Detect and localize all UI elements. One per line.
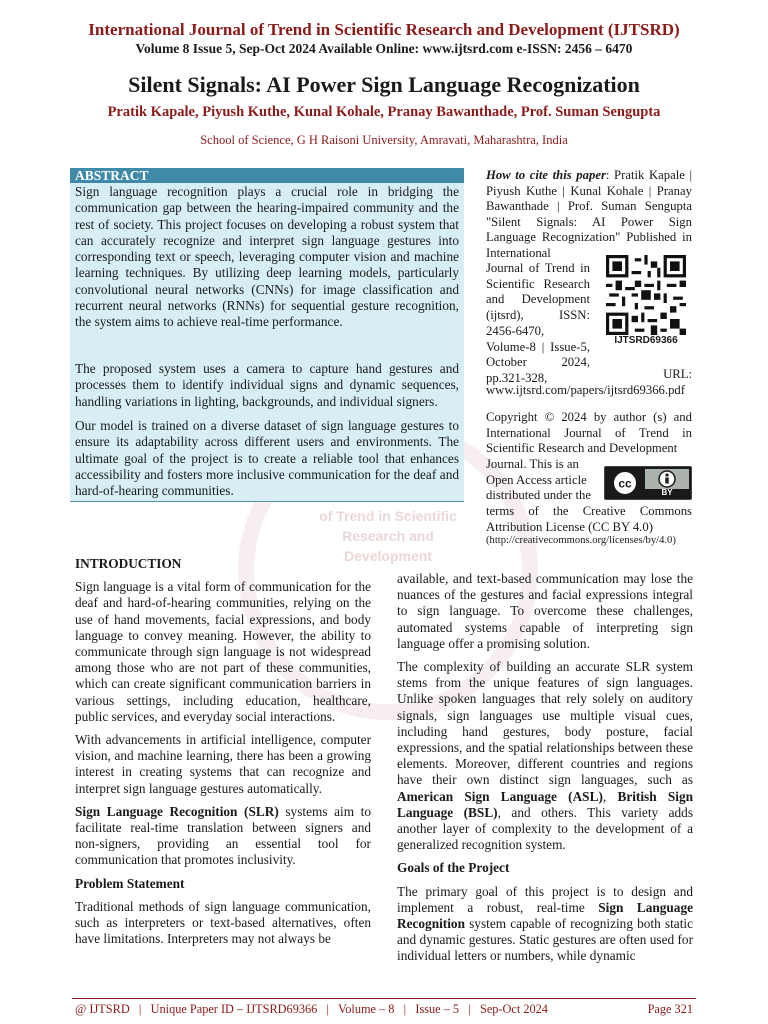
cc-by-license-icon[interactable]: [604, 466, 692, 500]
separator: ,: [602, 788, 618, 804]
affiliation: School of Science, G H Raisoni University, Amravati, Maharashtra, India: [200, 133, 568, 147]
intro-paragraph: With advancements in artificial intelligence, computer vision, and machine learning, there has been a growing interest in creating systems that can recognize and interpret sign language gestures automatically.: [75, 732, 371, 796]
slr-paragraph: [75, 804, 371, 869]
slr-text: systems aim to facilitate real-time translation between signers and non-signers, providing an essential tool for communication that promotes inclusivity.: [75, 803, 371, 868]
problem-statement-heading: Problem Statement: [75, 875, 185, 891]
abstract-box: [70, 168, 464, 502]
goals-heading: Goals of the Project: [397, 860, 510, 876]
page-number: Page 321: [647, 1002, 693, 1016]
slr-term: Sign Language Recognition (SLR): [75, 803, 279, 819]
cc-by-label: BY: [661, 488, 673, 497]
journal-issue-line: Volume 8 Issue 5, Sep-Oct 2024 Available Online: www.ijtsrd.com e-ISSN: 2456 – 6470: [135, 41, 633, 56]
goals-paragraph: [397, 884, 693, 965]
citation-label: How to cite this paper: [486, 168, 606, 182]
footer-divider: [72, 998, 696, 999]
citation-url-prefix: URL:: [663, 367, 692, 381]
slr-term-bold: Sign Language Recognition: [397, 899, 693, 932]
journal-title: International Journal of Trend in Scientific Research and Development (IJTSRD): [88, 20, 680, 39]
problem-paragraph: Traditional methods of sign language communication, such as interpreters or text-based alternatives, often have limitations. Interpreters may not always be: [75, 898, 371, 947]
left-column: [75, 556, 371, 954]
footer-info: @ IJTSRD | Unique Paper ID – IJTSRD69366 | Volume – 8 | Issue – 5 | Sep-Oct 2024: [75, 1002, 548, 1016]
asl-term: American Sign Language (ASL): [397, 788, 603, 804]
right-column: [397, 571, 693, 972]
complexity-text: The complexity of building an accurate SLR system stems from the unique features of sign languages. Unlike spoken languages that rely solely on auditory signals, sign languages use multiple visual cues, including hand gestures, body posture, facial expressions, and the spatial relationships between these elements. Moreover, different countries and regions have their own distinct sign languages, such as: [397, 659, 693, 788]
citation-text: : Pratik Kapale | Piyush Kuthe | Kunal Kohale | Pranay Bawanthade | Prof. Suman Sengupta "Silent Signals: AI Power Sign Language Recognization" Published in International: [486, 168, 693, 260]
bsl-term: British Sign Language (BSL): [397, 788, 693, 820]
abstract-paragraph: Our model is trained on a diverse dataset of sign language gestures to ensure its adaptability across different users and environments. The ultimate goal of the project is to create a reliable tool that enhances accessibility and fosters more inclusive communication for the deaf and hard-of-hearing communities.: [75, 418, 459, 499]
complexity-text-end: , and others. This variety adds another layer of complexity to the development of a generalized recognition system.: [397, 804, 694, 853]
abstract-paragraph: Sign language recognition plays a crucial role in bridging the communication gap between the hearing-impaired community and the rest of society. This project focuses on developing a robust system that can accurately recognize and interpret sign language gestures into corresponding text or speech, leveraging computer vision and machine learning techniques. By utilizing deep learning models, particularly convolutional neural networks (CNNs) for image classification and recurrent neural networks (RNNs) for sequential gesture recognition, the system aims to achieve real-time performance.: [75, 184, 459, 330]
qr-code-label: IJTSRD69366: [614, 335, 678, 346]
body-paragraph: available, and text-based communication may lose the nuances of the gestures and facial expressions integral to sign language. To overcome these challenges, automated systems capable of interpreting sign language offer a promising solution.: [397, 571, 693, 651]
citation-url-block: [486, 367, 692, 398]
citation-block: [486, 168, 692, 262]
complexity-paragraph: [397, 659, 693, 853]
goals-text-end: system capable of recognizing both static and dynamic gestures. Static gestures are often used for individual letters or numbers, while dynamic: [397, 916, 693, 964]
watermark-line: Development: [344, 548, 432, 564]
copyright-wrap-text: Journal. This is an Open Access article distributed under the: [486, 457, 592, 503]
paper-title: Silent Signals: AI Power Sign Language Recognization: [128, 72, 640, 97]
copyright-license-text: terms of the Creative Commons Attribution License (CC BY 4.0): [486, 504, 692, 534]
introduction-heading: INTRODUCTION: [75, 556, 182, 571]
watermark-line: Research and: [342, 528, 434, 544]
goals-text: The primary goal of this project is to design and implement a robust, real-time: [397, 883, 693, 915]
citation-url-link[interactable]: www.ijtsrd.com/papers/ijtsrd69366.pdf: [486, 382, 685, 397]
copyright-text: Copyright © 2024 by author (s) and International Journal of Trend in Scientific Research and Development: [486, 410, 692, 456]
abstract-heading: ABSTRACT: [70, 168, 464, 183]
citation-wrap-text: Journal of Trend in Scientific Research and Development (ijtsrd), ISSN: 2456-6470, Volume-8 | Issue-5, October 2024, pp.321-328,: [486, 261, 590, 385]
svg-text:cc: cc: [618, 476, 632, 491]
intro-paragraph: Sign language is a vital form of communication for the deaf and hard-of-hearing communities, relying on the use of hand movements, facial expressions, and body language to convey meaning. However, the ability to communicate through sign language is not widespread among those who are not part of these communities, which can create significant communication barriers in various settings, including education, healthcare, public services, and everyday social interactions.: [75, 579, 371, 724]
cc-license-url[interactable]: (http://creativecommons.org/licenses/by/4.0): [486, 535, 676, 546]
author-list: Pratik Kapale, Piyush Kuthe, Kunal Kohale, Pranay Bawanthade, Prof. Suman Sengupta: [107, 104, 661, 120]
abstract-paragraph: The proposed system uses a camera to capture hand gestures and processes them to identify individual signs and dynamic sequences, handling variations in lighting, backgrounds, and individual signers.: [75, 361, 459, 409]
qr-code-icon: [606, 255, 686, 335]
watermark-line: of Trend in Scientific: [319, 508, 457, 524]
page-footer: [75, 1002, 693, 1017]
